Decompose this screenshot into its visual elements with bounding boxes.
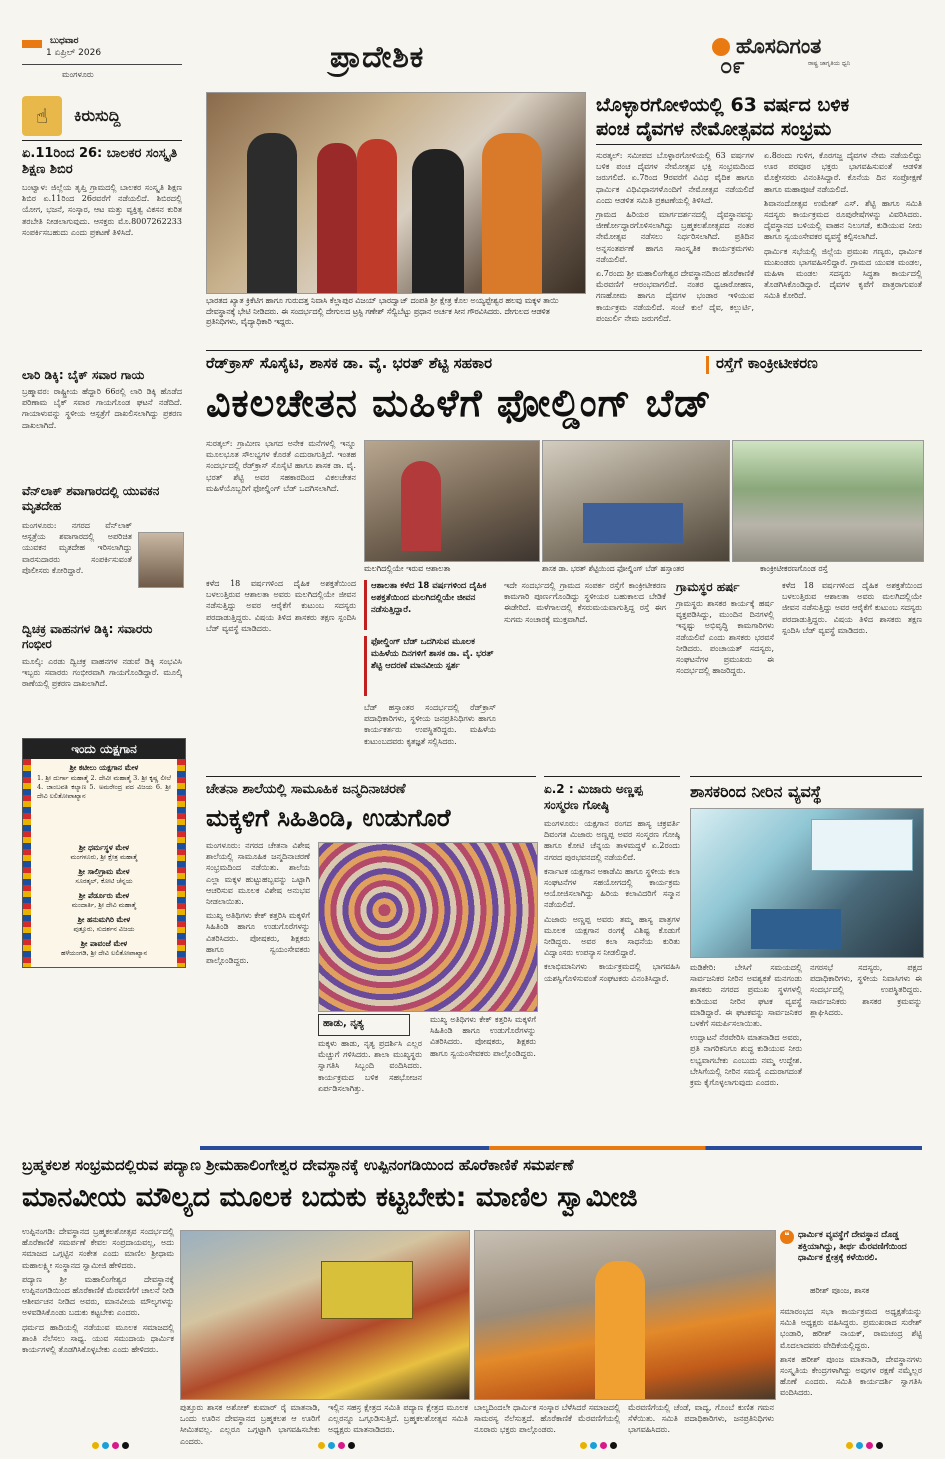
masthead-color-bar: [22, 40, 42, 48]
lead-top-rule: [206, 350, 922, 351]
mijar-headline-1: ಏ.2 : ಮಿಜಾರು ಅಣ್ಣಪ್ಪ: [544, 782, 643, 796]
janmadina-subhead: ಹಾಡು, ನೃತ್ಯ: [323, 1018, 364, 1029]
kiru-headline-1: ಏ.11ರಿಂದ 26: ಬಾಲಕರ ಸಂಸ್ಕೃತಿ ಶಿಕ್ಷಣ ಶಿಬಿರ: [22, 146, 178, 177]
lead-para-1: ಸುರತ್ಕಲ್: ಗ್ರಾಮೀಣ ಭಾಗದ ಅನೇಕ ಮನೆಗಳಲ್ಲಿ ಇನ್ನೂ ಮೂಲಭೂತ ಸೌಲಭ್ಯಗಳ ಕೊರತೆ ಎದುರಾಗುತ್ತಿದೆ. ಇಂತಹ ಸಂದರ್ಭದಲ್ಲಿ ರೆಡ್‌ಕ್ರಾಸ್ ಸೊಸೈಟಿ ಹಾಗೂ ಶಾಸಕ ಡಾ. ವೈ. ಭರತ್ ಶೆಟ್ಟಿ ಅವರ ಸಹಕಾರದಿಂದ ವಿಕಲಚೇತನ ಮಹಿಳೆಯೊಬ್ಬರಿಗೆ ಫೋಲ್ಡಿಂಗ್ ಬೆಡ್ ಒದಗಿಸಲಾಗಿದೆ.: [206, 439, 356, 493]
lead-col-2: [364, 702, 496, 770]
bed-handover-caption: ಶಾಸಕ ಡಾ. ಭರತ್ ಶೆಟ್ಟಿಯಿಂದ ಫೋಲ್ಡಿಂಗ್ ಬೆಡ್ ಹಸ್ತಾಂತರ: [542, 564, 685, 573]
hand-icon: ☝: [22, 96, 62, 136]
water-tank: [751, 909, 841, 949]
print-dot-cyan: [328, 1442, 335, 1449]
print-dot-black: [348, 1442, 355, 1449]
lead-intro-col: [206, 438, 356, 568]
print-dot-magenta: [338, 1442, 345, 1449]
bottom-color-band: [200, 1146, 922, 1150]
janmadina-top-rule: [206, 776, 536, 777]
photo-figure-3: [357, 139, 397, 293]
print-dot-black: [610, 1442, 617, 1449]
bottom-caption-1: ಪುತ್ತೂರು ಶಾಸಕ ಅಶೋಕ್ ಕುಮಾರ್ ರೈ ಮಾತನಾಡಿ, ಒಂದು ಊರಿನ ದೇವಸ್ಥಾನದ ಬ್ರಹ್ಮಕಲಶ ಆ ಊರಿಗೆ ಸೀಮಿತವಲ್ಲ. ಎಲ್ಲರೂ ಒಗ್ಗಟ್ಟಾಗಿ ಭಾಗವಹಿಸಬೇಕು ಎಂದರು.: [180, 1403, 320, 1446]
masthead-date: 1 ಏಪ್ರಿಲ್ 2026: [46, 48, 102, 58]
kiru-suddi-logo: [22, 96, 182, 136]
print-dots-center-2: [580, 1442, 617, 1449]
kiru-headline-3: ವೆನ್‌ಲಾಕ್ ಶವಾಗಾರದಲ್ಲಿ ಯುವಕನ ಮೃತದೇಹ: [22, 484, 160, 513]
swamiji-group-photo: [474, 1230, 776, 1400]
troupe-1-name: ಶ್ರೀ ಕಟೀಲು ಯಕ್ಷಗಾನ ಮೇಳ: [69, 763, 139, 772]
print-dot-cyan: [590, 1442, 597, 1449]
janmadina-subhead-box: [318, 1014, 410, 1036]
neeru-col-1: [690, 962, 802, 1140]
bottom-right-col: [780, 1306, 922, 1436]
lead-col-5: [782, 580, 922, 770]
neeru-col-2: [810, 962, 922, 1140]
print-dot-black: [122, 1442, 129, 1449]
print-dot-cyan: [856, 1442, 863, 1449]
photo-figure-5: [482, 133, 542, 293]
photo-figure-1: [247, 133, 297, 293]
print-dot-yellow: [846, 1442, 853, 1449]
janmadina-headline: ಮಕ್ಕಳಿಗೆ ಸಿಹಿತಿಂಡಿ, ಉಡುಗೊರೆ: [206, 804, 451, 832]
masthead-divider: [22, 64, 182, 65]
bedridden-woman-photo: [364, 440, 540, 562]
top-story-para-5: ಶಿವಾನಂದೋತ್ಸವ ಉಮೇಶ್ ಎಸ್. ಶೆಟ್ಟಿ ಹಾಗೂ ಸಮಿತಿ ಸದಸ್ಯರು ಕಾರ್ಯಕ್ರಮದ ರೂಪುರೇಷೆಗಳನ್ನು ವಿವರಿಸಿದರು. ದೈವಸ್ಥಾನದ ಬಳಿಯಲ್ಲಿ ವಾಹನ ನಿಲುಗಡೆ, ಕುಡಿಯುವ ನೀರು ಹಾಗೂ ಸ್ವಯಂಸೇವಕರ ವ್ಯವಸ್ಥೆ ಕಲ್ಪಿಸಲಾಗಿದೆ.: [764, 198, 922, 242]
top-story-body-col-2: [764, 150, 922, 340]
print-dots-left: [92, 1442, 129, 1449]
masthead-day: ಬುಧವಾರ: [50, 36, 79, 46]
print-dot-yellow: [92, 1442, 99, 1449]
print-dot-magenta: [112, 1442, 119, 1449]
kiru-suddi-title: ಕಿರುಸುದ್ದಿ: [74, 106, 121, 125]
highlight-1-text: ಆಶಾಲತಾ ಕಳೆದ 18 ವರ್ಷಗಳಿಂದ ದೈಹಿಕ ಅಶಕ್ತತೆಯಿಂದ ಮಲಗಿದಲ್ಲಿಯೇ ಜೀವನ ನಡೆಸುತ್ತಿದ್ದಾರೆ.: [371, 581, 487, 615]
mijar-para-2: ಕರ್ನಾಟಕ ಯಕ್ಷಗಾನ ಅಕಾಡೆಮಿ ಹಾಗೂ ಸ್ಥಳೀಯ ಕಲಾ ಸಂಘಟನೆಗಳ ಸಹಯೋಗದಲ್ಲಿ ಕಾರ್ಯಕ್ರಮ ಆಯೋಜಿಸಲಾಗಿದ್ದು ಹಿರಿಯ ಕಲಾವಿದರಿಗೆ ಸನ್ಮಾನ ನಡೆಯಲಿದೆ.: [544, 866, 680, 910]
bottom-caption-3: ಬಾಲ್ಯದಿಂದಲೇ ಧಾರ್ಮಿಕ ಸಂಸ್ಕಾರ ಬೆಳೆಸಿದರೆ ಸಮಾಜದಲ್ಲಿ ಸಾಮರಸ್ಯ ನೆಲೆಸುತ್ತದೆ. ಹೊರೆಕಾಣಿಕೆ ಮೆರವಣಿಗೆಯಲ್ಲಿ ನೂರಾರು ಭಕ್ತರು ಪಾಲ್ಗೊಂಡರು.: [474, 1403, 620, 1435]
kiru-body-3: ಮಂಗಳೂರು: ನಗರದ ವೆನ್‌ಲಾಕ್ ಆಸ್ಪತ್ರೆಯ ಶವಾಗಾರದಲ್ಲಿ ಅಪರಿಚಿತ ಯುವಕನ ಮೃತದೇಹ ಇರಿಸಲಾಗಿದ್ದು ವಾರಸುದಾರರು ಸಂಪರ್ಕಿಸುವಂತೆ ಪೊಲೀಸರು ಕೋರಿದ್ದಾರೆ.: [22, 521, 132, 575]
bottom-caption-4: ಮೆರವಣಿಗೆಯಲ್ಲಿ ಚೆಂಡೆ, ವಾದ್ಯ, ಗೊಂಬೆ ಕುಣಿತ ಗಮನ ಸೆಳೆಯಿತು. ಸಮಿತಿ ಪದಾಧಿಕಾರಿಗಳು, ಜನಪ್ರತಿನಿಧಿಗಳು ಭಾಗವಹಿಸಿದರು.: [628, 1403, 774, 1435]
water-banner: [811, 819, 913, 871]
procession-banner: [321, 1261, 413, 1319]
troupe-2-detail: ಮಂಗಳೂರು, ಶ್ರೀ ಕ್ಷೇತ್ರ ಮಹಾತ್ಮೆ: [70, 853, 138, 861]
janmadina-kicker: ಚೇತನಾ ಶಾಲೆಯಲ್ಲಿ ಸಾಮೂಹಿಕ ಜನ್ಮದಿನಾಚರಣೆ: [206, 782, 406, 797]
mijar-top-rule: [544, 776, 680, 777]
neeru-para-3: ನಗರಸಭೆ ಸದಸ್ಯರು, ಪಕ್ಷದ ಪದಾಧಿಕಾರಿಗಳು, ಸ್ಥಳೀಯ ನಿವಾಸಿಗಳು ಈ ಸಂದರ್ಭದಲ್ಲಿ ಉಪಸ್ಥಿತರಿದ್ದರು. ಸಾರ್ವಜನಿಕರು ಶಾಸಕರ ಕ್ರಮವನ್ನು ಶ್ಲಾಘಿಸಿದರು.: [810, 963, 922, 1017]
bottom-headline: ಮಾನವೀಯ ಮೌಲ್ಯದ ಮೂಲಕ ಬದುಕು ಕಟ್ಟಬೇಕು: ಮಾಣಿಲ ಸ್ವಾಮೀಜಿ: [22, 1182, 638, 1213]
photo-figure-4: [412, 149, 464, 293]
troupe-4-name: ಶ್ರೀ ಪೆರ್ಡೂರು ಮೇಳ: [78, 891, 130, 900]
masthead-city: ಮಂಗಳೂರು: [62, 70, 94, 79]
neeru-para-1: ಮಡಿಕೇರಿ: ಬೇಸಿಗೆ ಸಮಯದಲ್ಲಿ ಸಾರ್ವಜನಿಕರ ನೀರಿನ ಅವಶ್ಯಕತೆ ಮನಗಂಡು ಶಾಸಕರು ನಗರದ ಪ್ರಮುಖ ಸ್ಥಳಗಳಲ್ಲಿ ಕುಡಿಯುವ ನೀರಿನ ಘಟಕ ವ್ಯವಸ್ಥೆ ಮಾಡಿದ್ದಾರೆ. ಈ ಘಟಕವನ್ನು ಸಾರ್ವಜನಿಕರ ಬಳಕೆಗೆ ಸಮರ್ಪಿಸಲಾಯಿತು.: [690, 963, 802, 1029]
quote-box: [780, 1230, 922, 1302]
top-story-headline-2: ಪಂಚ ದೈವಗಳ ನೇಮೋತ್ಸವದ ಸಂಭ್ರಮ: [596, 118, 832, 140]
print-dot-yellow: [580, 1442, 587, 1449]
mijar-body: [544, 818, 680, 1140]
kiru-body-2: ಬ್ರಹ್ಮಾವರ: ರಾಷ್ಟ್ರೀಯ ಹೆದ್ದಾರಿ 66ರಲ್ಲಿ ಲಾರಿ ಡಿಕ್ಕಿ ಹೊಡೆದ ಪರಿಣಾಮ ಬೈಕ್ ಸವಾರ ಗಾಯಗೊಂಡ ಘಟನೆ ನಡೆದಿದೆ. ಗಾಯಾಳುವನ್ನು ಸ್ಥಳೀಯ ಆಸ್ಪತ್ರೆಗೆ ದಾಖಲಿಸಲಾಗಿದ್ದು ಪ್ರಕರಣ ದಾಖಲಾಗಿದೆ.: [22, 387, 182, 430]
paper-tagline: ರಾಷ್ಟ್ರ ಜಾಗೃತಿಯ ಧ್ವನಿ: [808, 60, 851, 67]
lead-headline: ವಿಕಲಚೇತನ ಮಹಿಳೆಗೆ ಫೋಲ್ಡಿಂಗ್ ಬೆಡ್: [206, 381, 712, 425]
top-story-para-4: ಏ.8ರಂದು ಗುಳಿಗ, ಕೊರಗಜ್ಜ ದೈವಗಳ ನೇಮ ನಡೆಯಲಿದ್ದು ಊರ ಪರವೂರ ಭಕ್ತರು ಭಾಗವಹಿಸುವಂತೆ ಆಡಳಿತ ಮೊಕ್ತೇಸರರು ವಿನಂತಿಸಿದ್ದಾರೆ. ಕೊನೆಯ ದಿನ ಸಂಪ್ರೋಕ್ಷಣೆ ಹಾಗೂ ಮಹಾಪೂಜೆ ನಡೆಯಲಿದೆ.: [764, 151, 922, 194]
lead-col-3: [504, 580, 666, 770]
print-dot-magenta: [866, 1442, 873, 1449]
yakshagana-border-left: [23, 759, 31, 967]
bottom-caption-2: ಇಲ್ಲಿನ ಸಹಸ್ರ ಕ್ಷೇತ್ರದ ಸಮಿತಿ ಪದ್ಯಾಣ ಕ್ಷೇತ್ರದ ಮೂಲಕ ಎಲ್ಲರನ್ನೂ ಒಗ್ಗೂಡಿಸುತ್ತಿದೆ. ಬ್ರಹ್ಮಕಲಶೋತ್ಸವ ಸಮಿತಿ ಅಧ್ಯಕ್ಷರು ಮಾತನಾಡಿದರು.: [328, 1403, 468, 1435]
janmadina-para-1: ಮಂಗಳೂರು: ನಗರದ ಚೇತನಾ ವಿಶೇಷ ಶಾಲೆಯಲ್ಲಿ ಸಾಮೂಹಿಕ ಜನ್ಮದಿನಾಚರಣೆ ಸಂಭ್ರಮದಿಂದ ನಡೆಯಿತು. ಶಾಲೆಯ ಎಲ್ಲಾ ಮಕ್ಕಳ ಹುಟ್ಟುಹಬ್ಬವನ್ನು ಒಟ್ಟಾಗಿ ಆಚರಿಸುವ ಮೂಲಕ ವಿಶೇಷ ಅನುಭವ ನೀಡಲಾಯಿತು.: [206, 841, 310, 907]
kiru-rule: [22, 140, 182, 141]
bottom-kicker: ಬ್ರಹ್ಮಕಲಶ ಸಂಭ್ರಮದಲ್ಲಿರುವ ಪದ್ಯಾಣ ಶ್ರೀಮಹಾಲಿಂಗೇಶ್ವರ ದೇವಸ್ಥಾನಕ್ಕೆ ಉಪ್ಪಿನಂಗಡಿಯಿಂದ ಹೊರೆಕಾಣಿಕೆ ಸಮರ್ಪಣೆ: [22, 1156, 574, 1174]
kiru-headline-2: ಲಾರಿ ಡಿಕ್ಕಿ: ಬೈಕ್ ಸವಾರ ಗಾಯ: [22, 368, 145, 382]
kiru-person-photo: [138, 532, 184, 588]
mijar-headline-2: ಸಂಸ್ಮರಣ ಗೋಷ್ಠಿ: [544, 798, 609, 812]
quote-text: ಧಾರ್ಮಿಕ ವ್ಯವಸ್ಥೆಗೆ ದೇವಸ್ಥಾನ ದೊಡ್ಡ ಶಕ್ತಿಯಾಗಿದ್ದು, ತೀರ್ಥ ಮೆರವಣಿಗೆಯಿಂದ ಧಾರ್ಮಿಕ ಕ್ಷೇತ್ರಕ್ಕೆ ಕಳೆಯಿರಲಿ.: [798, 1230, 907, 1263]
lead-para-3: ಬೆಡ್ ಹಸ್ತಾಂತರ ಸಂದರ್ಭದಲ್ಲಿ ರೆಡ್‌ಕ್ರಾಸ್ ಪದಾಧಿಕಾರಿಗಳು, ಸ್ಥಳೀಯ ಜನಪ್ರತಿನಿಧಿಗಳು ಹಾಗೂ ಕಾರ್ಯಕರ್ತರು ಉಪಸ್ಥಿತರಿದ್ದರು. ಮಹಿಳೆಯ ಕುಟುಂಬದವರು ಕೃತಜ್ಞತೆ ಸಲ್ಲಿಸಿದರು.: [364, 703, 496, 746]
lead-para-1-repeat: ಕಳೆದ 18 ವರ್ಷಗಳಿಂದ ದೈಹಿಕ ಅಶಕ್ತತೆಯಿಂದ ಬಳಲುತ್ತಿರುವ ಆಶಾಲತಾ ಅವರು ಮಲಗಿದಲ್ಲಿಯೇ ಜೀವನ ನಡೆಸುತ್ತಿದ್ದು ಅವರ ಆರೈಕೆಗೆ ಕುಟುಂಬ ಸದಸ್ಯರು ಪರದಾಡುತ್ತಿದ್ದರು. ವಿಷಯ ತಿಳಿದ ಶಾಸಕರು ತಕ್ಷಣ ಸ್ಪಂದಿಸಿ ಬೆಡ್ ವ್ಯವಸ್ಥೆ ಮಾಡಿದರು.: [782, 581, 922, 635]
temple-felicitation-photo: [206, 92, 586, 294]
print-dot-yellow: [318, 1442, 325, 1449]
print-dot-magenta: [600, 1442, 607, 1449]
lead-para-2: ಕಳೆದ 18 ವರ್ಷಗಳಿಂದ ದೈಹಿಕ ಅಶಕ್ತತೆಯಿಂದ ಬಳಲುತ್ತಿರುವ ಆಶಾಲತಾ ಅವರು ಮಲಗಿದಲ್ಲಿಯೇ ಜೀವನ ನಡೆಸುತ್ತಿದ್ದು ಅವರ ಆರೈಕೆಗೆ ಕುಟುಂಬ ಸದಸ್ಯರು ಪರದಾಡುತ್ತಿದ್ದರು. ವಿಷಯ ತಿಳಿದ ಶಾಸಕರು ತಕ್ಷಣ ಸ್ಪಂದಿಸಿ ಬೆಡ್ ವ್ಯವಸ್ಥೆ ಮಾಡಿದರು.: [206, 579, 356, 633]
top-story-para-1: ಸುರತ್ಕಲ್: ಸಮೀಪದ ಬೊಳ್ಳಾರಗೋಳಿಯಲ್ಲಿ 63 ವರ್ಷಗಳ ಬಳಿಕ ಪಂಚ ದೈವಗಳ ನೇಮೋತ್ಸವ ಭಕ್ತಿ ಸಂಭ್ರಮದಿಂದ ಜರುಗಲಿದೆ. ಏ.7ರಿಂದ 9ರವರೆಗೆ ವಿವಿಧ ವೈದಿಕ ಹಾಗೂ ಧಾರ್ಮಿಕ ವಿಧಿವಿಧಾನಗಳೊಂದಿಗೆ ನೇಮೋತ್ಸವ ನಡೆಯಲಿದೆ ಎಂದು ಆಡಳಿತ ಸಮಿತಿ ಪ್ರಕಟಣೆಯಲ್ಲಿ ತಿಳಿಸಿದೆ.: [596, 151, 754, 205]
troupe-5-name: ಶ್ರೀ ಹನುಮಗಿರಿ ಮೇಳ: [77, 915, 131, 924]
water-unit-photo: [690, 808, 924, 958]
folding-bed-shape: [583, 503, 683, 543]
quote-icon: ❝: [780, 1230, 794, 1244]
troupe-1-detail: 1. ಶ್ರೀ ದುರ್ಗಾ ಮಹಾತ್ಮೆ 2. ದೇವೀ ಮಹಾತ್ಮೆ 3. ಶ್ರೀ ಕೃಷ್ಣ ಲೀಲೆ 4. ಜಾಂಬವತಿ ಕಲ್ಯಾಣ 5. ಅಮರೇಂದ್ರ ಪದ ವಿಜಯ 6. ಶ್ರೀ ದೇವಿ ಲಲಿತೋಪಾಖ್ಯಾನ: [37, 774, 171, 800]
paper-logo: [700, 30, 922, 80]
lead-kicker-right: ರಸ್ತೆಗೆ ಕಾಂಕ್ರೀಟೀಕರಣ: [716, 354, 818, 372]
print-dots-center-1: [318, 1442, 355, 1449]
print-dot-black: [876, 1442, 883, 1449]
janmadina-para-2: ಮುಖ್ಯ ಅತಿಥಿಗಳು ಕೇಕ್ ಕತ್ತರಿಸಿ ಮಕ್ಕಳಿಗೆ ಸಿಹಿತಿಂಡಿ ಹಾಗೂ ಉಡುಗೊರೆಗಳನ್ನು ವಿತರಿಸಿದರು. ಪೋಷಕರು, ಶಿಕ್ಷಕರು ಹಾಗೂ ಸ್ವಯಂಸೇವಕರು ಪಾಲ್ಗೊಂಡಿದ್ದರು.: [206, 911, 310, 966]
photo-figure-2: [317, 143, 357, 293]
troupe-5-detail: ಪುತ್ತೂರು, ಸುದರ್ಶನ ವಿಜಯ: [73, 925, 135, 933]
kiru-headline-4: ದ್ವಿಚಕ್ರ ವಾಹನಗಳ ಡಿಕ್ಕಿ: ಸವಾರರು ಗಂಭೀರ: [22, 622, 153, 651]
janmadina-para-3: ಮಕ್ಕಳು ಹಾಡು, ನೃತ್ಯ ಪ್ರದರ್ಶಿಸಿ ಎಲ್ಲರ ಮೆಚ್ಚುಗೆ ಗಳಿಸಿದರು. ಶಾಲಾ ಮುಖ್ಯಸ್ಥರು ಸ್ವಾಗತಿಸಿ ಸಿಬ್ಬಂದಿ ವಂದಿಸಿದರು. ಕಾರ್ಯಕ್ರಮದ ಬಳಿಕ ಸಹಭೋಜನ ಏರ್ಪಡಿಸಲಾಗಿತ್ತು.: [318, 1039, 422, 1093]
top-story-body-col-1: [596, 150, 754, 340]
concrete-road-photo: [732, 440, 924, 562]
masthead: [0, 0, 945, 86]
troupe-3-name: ಶ್ರೀ ಸಾಲಿಗ್ರಾಮ ಮೇಳ: [78, 867, 130, 876]
lead-para-5: ಗ್ರಾಮಸ್ಥರು ಶಾಸಕರ ಕಾರ್ಯಕ್ಕೆ ಹರ್ಷ ವ್ಯಕ್ತಪಡಿಸಿದ್ದು, ಮುಂದಿನ ದಿನಗಳಲ್ಲಿ ಇನ್ನಷ್ಟು ಅಭಿವೃದ್ಧಿ ಕಾಮಗಾರಿಗಳು ನಡೆಯಲಿವೆ ಎಂದು ಶಾಸಕರು ಭರವಸೆ ನೀಡಿದರು. ಪಂಚಾಯತ್ ಸದಸ್ಯರು, ಸಂಘಟನೆಗಳ ಪ್ರಮುಖರು ಈ ಸಂದರ್ಭದಲ್ಲಿ ಹಾಜರಿದ್ದರು.: [676, 599, 774, 676]
troupe-6-detail: ಹಳೆಯಂಗಡಿ, ಶ್ರೀ ದೇವಿ ಲಲಿತೋಪಾಖ್ಯಾನ: [60, 949, 148, 957]
bottom-para-2: ಪದ್ಯಾಣ ಶ್ರೀ ಮಹಾಲಿಂಗೇಶ್ವರ ದೇವಸ್ಥಾನಕ್ಕೆ ಉಪ್ಪಿನಂಗಡಿಯಿಂದ ಹೊರೆಕಾಣಿಕೆ ಮೆರವಣಿಗೆಗೆ ಚಾಲನೆ ನೀಡಿ ಆಶೀರ್ವಚನ ನೀಡಿದ ಅವರು, ಮಾನವೀಯ ಮೌಲ್ಯಗಳನ್ನು ಅಳವಡಿಸಿಕೊಂಡು ಬದುಕು ಕಟ್ಟಬೇಕು ಎಂದರು.: [22, 1274, 174, 1318]
woman-figure: [401, 461, 441, 551]
lead-col-1: [206, 578, 356, 728]
print-dot-cyan: [102, 1442, 109, 1449]
mijar-para-3: ಮಿಜಾರು ಅಣ್ಣಪ್ಪ ಅವರು ತಮ್ಮ ಹಾಸ್ಯ ಪಾತ್ರಗಳ ಮೂಲಕ ಯಕ್ಷಗಾನ ರಂಗಕ್ಕೆ ವಿಶಿಷ್ಟ ಕೊಡುಗೆ ನೀಡಿದ್ದರು. ಅವರ ಕಲಾ ಸಾಧನೆಯ ಕುರಿತು ವಿದ್ವಾಂಸರು ಉಪನ್ಯಾಸ ನೀಡಲಿದ್ದಾರೆ.: [544, 914, 680, 958]
troupe-2-name: ಶ್ರೀ ಧರ್ಮಸ್ಥಳ ಮೇಳ: [78, 843, 130, 852]
top-story-para-3: ಏ.7ರಂದು ಶ್ರೀ ಮಹಾಲಿಂಗೇಶ್ವರ ದೇವಸ್ಥಾನದಿಂದ ಹೊರೆಕಾಣಿಕೆ ಮೆರವಣಿಗೆ ಆರಂಭವಾಗಲಿದೆ. ನಂತರ ಧ್ವಜಾರೋಹಣ, ಗಣಹೋಮ ಹಾಗೂ ದೈವಗಳ ಭಂಡಾರ ಇಳಿಯುವ ಕಾರ್ಯಕ್ರಮ ನಡೆಯಲಿದೆ. ಸಂಜೆ ಕುಲೆ ದೈವ, ಕಲ್ಲುರ್ಟಿ, ಪಂಜುರ್ಲಿ ನೇಮ ಜರುಗಲಿದೆ.: [596, 269, 754, 323]
print-dots-right: [846, 1442, 883, 1449]
bed-handover-photo: [542, 440, 730, 562]
children-gathering-photo: [318, 842, 538, 1012]
bottom-para-5: ಶಾಸಕ ಹರೀಶ್ ಪೂಂಜ ಮಾತನಾಡಿ, ದೇವಸ್ಥಾನಗಳು ಸಂಸ್ಕೃತಿಯ ಕೇಂದ್ರಗಳಾಗಿದ್ದು ಅವುಗಳ ರಕ್ಷಣೆ ನಮ್ಮೆಲ್ಲರ ಹೊಣೆ ಎಂದರು. ಸಮಿತಿ ಕಾರ್ಯದರ್ಶಿ ಸ್ವಾಗತಿಸಿ ವಂದಿಸಿದರು.: [780, 1354, 922, 1398]
neeru-para-2: ಉದ್ಘಾಟನೆ ನೆರವೇರಿಸಿ ಮಾತನಾಡಿದ ಅವರು, ಪ್ರತಿ ನಾಗರಿಕನಿಗೂ ಶುದ್ಧ ಕುಡಿಯುವ ನೀರು ಲಭ್ಯವಾಗಬೇಕು ಎಂಬುದು ನಮ್ಮ ಉದ್ದೇಶ. ಬೇಸಿಗೆಯಲ್ಲಿ ನೀರಿನ ಸಮಸ್ಯೆ ಎದುರಾಗದಂತೆ ಕ್ರಮ ಕೈಗೊಳ್ಳಲಾಗುವುದು ಎಂದರು.: [690, 1033, 802, 1088]
lead-kicker-left: ರೆಡ್‌ಕ್ರಾಸ್ ಸೊಸೈಟಿ, ಶಾಸಕ ಡಾ. ವೈ. ಭರತ್ ಶೆಟ್ಟಿ ಸಹಕಾರ: [206, 354, 493, 372]
lead-kicker-separator: [706, 356, 709, 374]
janmadina-col-1: [206, 840, 310, 1140]
bedridden-photo-caption: ಮಲಗಿದಲ್ಲಿಯೇ ಇರುವ ಆಶಾಲತಾ: [364, 564, 451, 573]
troupe-6-name: ಶ್ರೀ ಪಾವಂಜೆ ಮೇಳ: [80, 939, 128, 948]
top-story-para-2: ಗ್ರಾಮದ ಹಿರಿಯರ ಮಾರ್ಗದರ್ಶನದಲ್ಲಿ ದೈವಸ್ಥಾನವನ್ನು ಜೀರ್ಣೋದ್ಧಾರಗೊಳಿಸಲಾಗಿದ್ದು ಬ್ರಹ್ಮಕಲಶೋತ್ಸವದ ನಂತರ ನೇಮೋತ್ಸವ ನಡೆಸಲು ನಿರ್ಧರಿಸಲಾಗಿದೆ. ಪ್ರತಿದಿನ ಅನ್ನಸಂತರ್ಪಣೆ ಹಾಗೂ ಸಾಂಸ್ಕೃತಿಕ ಕಾರ್ಯಕ್ರಮಗಳು ನಡೆಯಲಿವೆ.: [596, 210, 754, 264]
bottom-para-3: ಧರ್ಮದ ಹಾದಿಯಲ್ಲಿ ನಡೆಯುವ ಮೂಲಕ ಸಮಾಜದಲ್ಲಿ ಶಾಂತಿ ನೆಲೆಸಲು ಸಾಧ್ಯ. ಯುವ ಸಮುದಾಯ ಧಾರ್ಮಿಕ ಕಾರ್ಯಗಳಲ್ಲಿ ತೊಡಗಿಸಿಕೊಳ್ಳಬೇಕು ಎಂದು ಹೇಳಿದರು.: [22, 1322, 174, 1355]
quote-author: ಹರೀಶ್ ಪೂಂಜ, ಶಾಸಕ: [810, 1286, 870, 1295]
janmadina-para-2-b: ಮುಖ್ಯ ಅತಿಥಿಗಳು ಕೇಕ್ ಕತ್ತರಿಸಿ ಮಕ್ಕಳಿಗೆ ಸಿಹಿತಿಂಡಿ ಹಾಗೂ ಉಡುಗೊರೆಗಳನ್ನು ವಿತರಿಸಿದರು. ಪೋಷಕರು, ಶಿಕ್ಷಕರು ಹಾಗೂ ಸ್ವಯಂಸೇವಕರು ಪಾಲ್ಗೊಂಡಿದ್ದರು.: [430, 1015, 536, 1058]
highlight-2-text: ಫೋಲ್ಡಿಂಗ್ ಬೆಡ್ ಒದಗಿಸುವ ಮೂಲಕ ಮಹಿಳೆಯ ದಿನಗಳಿಗೆ ಶಾಸಕ ಡಾ. ವೈ. ಭರತ್ ಶೆಟ್ಟಿ ಆದರಣೆ ಮಾನವೀಯ ಸ್ಪರ್ಶ: [371, 637, 494, 671]
page-number: ೦೯: [720, 54, 745, 79]
kiru-body-4: ಮೂಲ್ಕಿ: ಎರಡು ದ್ವಿಚಕ್ರ ವಾಹನಗಳ ನಡುವೆ ಡಿಕ್ಕಿ ಸಂಭವಿಸಿ ಇಬ್ಬರು ಸವಾರರು ಗಂಭೀರವಾಗಿ ಗಾಯಗೊಂಡಿದ್ದಾರೆ. ಮೂಲ್ಕಿ ಠಾಣೆಯಲ್ಲಿ ಪ್ರಕರಣ ದಾಖಲಾಗಿದೆ.: [22, 657, 182, 689]
procession-photo: [180, 1230, 470, 1400]
kiru-body-1: ಬಂಟ್ವಾಳ: ಜಿಲ್ಲೆಯ ತೃಪ್ತಿ ಗ್ರಾಮದಲ್ಲಿ ಬಾಲಕರ ಸಂಸ್ಕೃತಿ ಶಿಕ್ಷಣ ಶಿಬಿರ ಏ.11ರಿಂದ 26ರವರೆಗೆ ನಡೆಯಲಿದೆ. ಶಿಬಿರದಲ್ಲಿ ಯೋಗ, ಭಜನೆ, ಸಂಸ್ಕಾರ, ಆಟ ಮತ್ತು ವ್ಯಕ್ತಿತ್ವ ವಿಕಸನ ಕುರಿತ ತರಬೇತಿ ನೀಡಲಾಗುವುದು. ಆಸಕ್ತರು ಮೊ.8007262233 ಸಂಪರ್ಕಿಸಬಹುದು ಎಂದು ಪ್ರಕಟಣೆ ತಿಳಿಸಿದೆ.: [22, 183, 182, 237]
top-story-rule: [596, 144, 922, 145]
lead-highlight-2: [364, 636, 503, 696]
lead-para-4: ಇದೇ ಸಂದರ್ಭದಲ್ಲಿ ಗ್ರಾಮದ ಸಂಪರ್ಕ ರಸ್ತೆಗೆ ಕಾಂಕ್ರೀಟೀಕರಣ ಕಾಮಗಾರಿ ಪೂರ್ಣಗೊಂಡಿದ್ದು ಸ್ಥಳೀಯರ ಬಹುಕಾಲದ ಬೇಡಿಕೆ ಈಡೇರಿದೆ. ಮಳೆಗಾಲದಲ್ಲಿ ಕೆಸರುಮಯವಾಗುತ್ತಿದ್ದ ರಸ್ತೆ ಈಗ ಸುಗಮ ಸಂಚಾರಕ್ಕೆ ಮುಕ್ತವಾಗಿದೆ.: [504, 581, 666, 624]
yakshagana-title: ಇಂದು ಯಕ್ಷಗಾನ: [23, 739, 185, 759]
mijar-para-4: ಕಲಾಭಿಮಾನಿಗಳು ಕಾರ್ಯಕ್ರಮದಲ್ಲಿ ಭಾಗವಹಿಸಿ ಯಶಸ್ವಿಗೊಳಿಸುವಂತೆ ಸಂಘಟಕರು ವಿನಂತಿಸಿದ್ದಾರೆ.: [544, 962, 680, 983]
swamiji-figure: [595, 1261, 645, 1399]
lead-highlight-1: [364, 580, 503, 630]
troupe-4-detail: ಮಂದಾರ್ತಿ, ಶ್ರೀ ದೇವಿ ಮಹಾತ್ಮೆ: [71, 901, 137, 909]
neeru-headline: ಶಾಸಕರಿಂದ ನೀರಿನ ವ್ಯವಸ್ಥೆ: [690, 782, 822, 801]
temple-photo-caption: ಭಾರತದ ಖ್ಯಾತ ಕ್ರಿಕೆಟಿಗ ಹಾಗೂ ಗುರುದತ್ತ ನಿವಾಸಿ ಕೆಲ್ಲಾಪುರ ವಿಜಯ್ ಭಾರದ್ವಾಜ್ ದಂಪತಿ ಶ್ರೀ ಕ್ಷೇತ್ರ ಕೊಲ ಅಯ್ಯಪ್ಪೇಶ್ವರ ಹಲವು ಮಕ್ಕಳ ತಾಯಿ ದೇವಸ್ಥಾನಕ್ಕೆ ಭೇಟಿ ನೀಡಿದರು. ಈ ಸಂದರ್ಭದಲ್ಲಿ ದೇಗುಲದ ಟ್ರಸ್ಟಿ ಗಣೇಶ್ ಸೆಲ್ವಿಬೆಟ್ಟು ಪ್ರಧಾನ ಅರ್ಚಕ ಸೀನ ಗೌರವಿಸಿದರು. ದೇಗುಲದ ಆಡಳಿತ ಪ್ರತಿನಿಧಿಗಳು, ವೈದ್ಯಾಧಿಕಾರಿ ಇದ್ದರು.: [206, 296, 559, 326]
section-title: ಪ್ರಾದೇಶಿಕ: [330, 40, 425, 75]
mijar-para-1: ಮಂಗಳೂರು: ಯಕ್ಷಗಾನ ರಂಗದ ಹಾಸ್ಯ ಚಕ್ರವರ್ತಿ ದಿವಂಗತ ಮಿಜಾರು ಅಣ್ಣಪ್ಪ ಅವರ ಸಂಸ್ಮರಣ ಗೋಷ್ಠಿ ಹಾಗೂ ಕೋಟಿ ಚೆನ್ನಯ ತಾಳಮದ್ದಳೆ ಏ.2ರಂದು ನಗರದ ಪುರಭವನದಲ್ಲಿ ನಡೆಯಲಿದೆ.: [544, 819, 680, 862]
troupe-3-detail: ಸೂರತ್ಕಲ್, ಕೋಟಿ ಚೆನ್ನಯ: [75, 877, 133, 885]
bottom-para-4: ಸಮಾರಂಭದ ಸಭಾ ಕಾರ್ಯಕ್ರಮದ ಅಧ್ಯಕ್ಷತೆಯನ್ನು ಸಮಿತಿ ಅಧ್ಯಕ್ಷರು ವಹಿಸಿದ್ದರು. ಪ್ರಮುಖರಾದ ಸುರೇಶ್ ಭಂಡಾರಿ, ಹರೀಶ್ ನಾಯಕ್, ರಾಮಚಂದ್ರ ಶೆಟ್ಟಿ ಮೊದಲಾದವರು ವೇದಿಕೆಯಲ್ಲಿದ್ದರು.: [780, 1307, 922, 1350]
janmadina-col-2: [318, 1038, 422, 1140]
neeru-top-rule: [690, 776, 922, 777]
bottom-intro-col: [22, 1226, 174, 1426]
janmadina-col-3: [430, 1014, 536, 1140]
top-story-headline-1: ಬೊಳ್ಳಾರಗೋಳಿಯಲ್ಲಿ 63 ವರ್ಷದ ಬಳಿಕ: [596, 94, 850, 116]
paper-name: ಹೊಸದಿಗಂತ: [736, 34, 822, 58]
yakshagana-border-right: [177, 759, 185, 967]
concrete-road-caption: ಕಾಂಕ್ರೀಟೀಕರಣಗೊಂಡ ರಸ್ತೆ: [760, 564, 828, 573]
lead-subheading: ಗ್ರಾಮಸ್ಥರ ಹರ್ಷ: [676, 580, 740, 594]
top-story-para-6: ಧಾರ್ಮಿಕ ಸಭೆಯಲ್ಲಿ ಜಿಲ್ಲೆಯ ಪ್ರಮುಖ ಗಣ್ಯರು, ಧಾರ್ಮಿಕ ಮುಖಂಡರು ಭಾಗವಹಿಸಲಿದ್ದಾರೆ. ಗ್ರಾಮದ ಯುವಕ ಮಂಡಲ, ಮಹಿಳಾ ಮಂಡಲ ಸದಸ್ಯರು ಸಿದ್ಧತಾ ಕಾರ್ಯದಲ್ಲಿ ತೊಡಗಿಸಿಕೊಂಡಿದ್ದಾರೆ. ದೈವಗಳ ಕೃಪೆಗೆ ಪಾತ್ರರಾಗುವಂತೆ ಸಮಿತಿ ಕೋರಿದೆ.: [764, 246, 922, 301]
yakshagana-box: [22, 738, 186, 968]
bottom-para-1: ಉಪ್ಪಿನಂಗಡಿ: ದೇವಸ್ಥಾನದ ಬ್ರಹ್ಮಕಲಶೋತ್ಸವ ಸಂದರ್ಭದಲ್ಲಿ ಹೊರೆಕಾಣಿಕೆ ಸಮರ್ಪಣೆ ಕೇವಲ ಸಂಪ್ರದಾಯವಲ್ಲ, ಅದು ಸಮಾಜದ ಒಗ್ಗಟ್ಟಿನ ಸಂಕೇತ ಎಂದು ಮಾಣಿಲ ಶ್ರೀಧಾಮ ಮಹಾಲಕ್ಷ್ಮೀ ಸಂಸ್ಥಾನದ ಸ್ವಾಮೀಜಿ ಹೇಳಿದರು.: [22, 1227, 174, 1270]
lead-col-4: [676, 598, 774, 770]
